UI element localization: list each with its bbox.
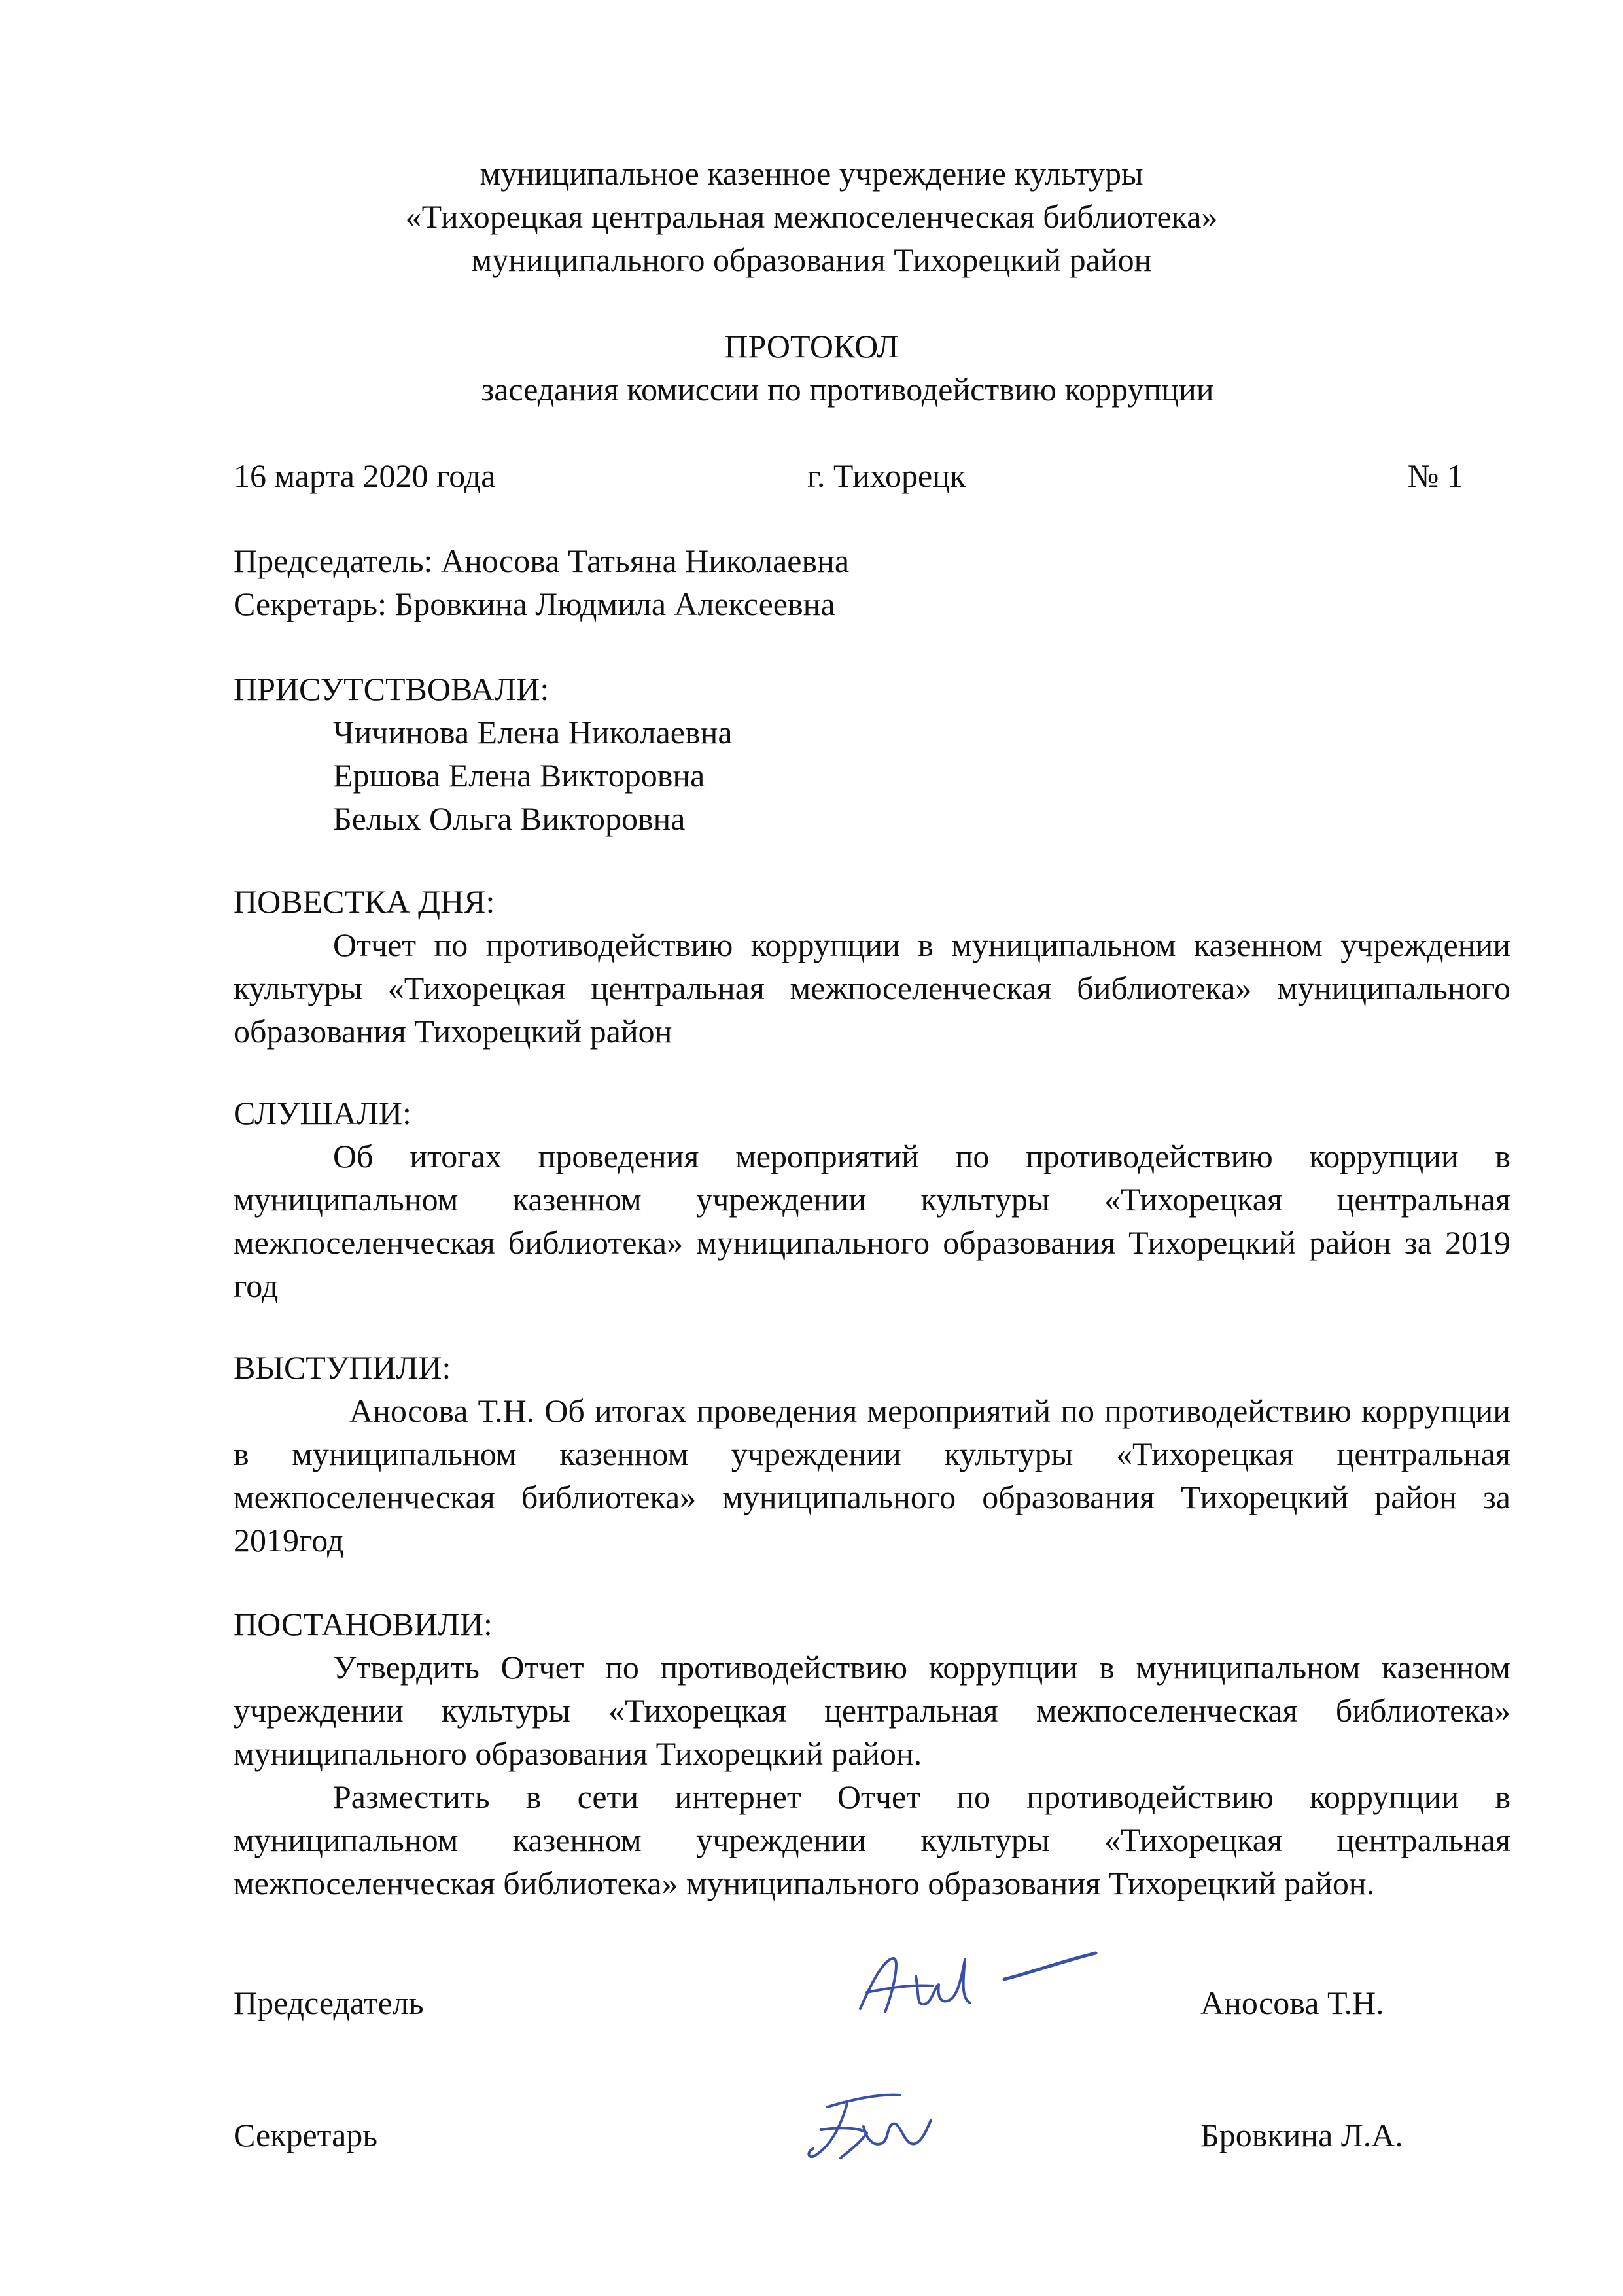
header-line-2: «Тихорецкая центральная межпоселенческая библиотека»	[405, 198, 1218, 235]
present-section	[234, 667, 1510, 840]
header-line-1: муниципальное казенное учреждение культуры	[480, 155, 1143, 192]
secretary-role: Секретарь	[234, 2117, 378, 2153]
spoke-text: Аносова Т.Н. Об итогах проведения мероприятий по противодействию коррупции в муниципальном казенном учреждении культуры «Тихорецкая центральная межпоселенческая библиотека» муниципального образования Тихорецкий район за 2019год	[234, 1392, 1510, 1559]
agenda-section	[234, 880, 1510, 1053]
chairman-signature	[854, 1947, 1102, 2025]
document-subtitle: заседания комиссии по противодействию коррупции	[481, 371, 1214, 408]
resolved-section	[234, 1602, 1510, 1905]
present-member: Ершова Елена Викторовна	[333, 757, 705, 794]
heard-section	[234, 1091, 1510, 1307]
chairman-name: Аносова Т.Н.	[1200, 1985, 1384, 2021]
heard-label: СЛУШАЛИ:	[234, 1095, 411, 1131]
organization-header	[0, 152, 1623, 281]
resolved-label: ПОСТАНОВИЛИ:	[234, 1606, 493, 1642]
header-line-3: муниципального образования Тихорецкий район	[471, 241, 1152, 278]
present-label: ПРИСУТСТВОВАЛИ:	[234, 671, 550, 707]
resolved-paragraph: Разместить в сети интернет Отчет по противодействию коррупции в муниципальном казенном учреждении культуры «Тихорецкая центральная межпоселенческая библиотека» муниципального образования Тихорецкий район.	[234, 1778, 1510, 1901]
resolved-paragraph: Утвердить Отчет по противодействию коррупции в муниципальном казенном учреждении культуры «Тихорецкая центральная межпоселенческая библиотека» муниципального образования Тихорецкий район.	[234, 1649, 1510, 1772]
meta-row	[234, 454, 1463, 497]
present-member: Чичинова Елена Николаевна	[333, 714, 733, 751]
heard-text: Об итогах проведения мероприятий по противодействию коррупции в муниципальном казенном учреждении культуры «Тихорецкая центральная межпоселенческая библиотека» муниципального образования Тихорецкий район за 2019 год	[234, 1138, 1510, 1304]
chairman-role: Председатель	[234, 1985, 424, 2021]
protocol-number: № 1	[1407, 457, 1463, 494]
meeting-city: г. Тихорецк	[807, 457, 966, 494]
meeting-date: 16 марта 2020 года	[234, 457, 496, 494]
agenda-text: Отчет по противодействию коррупции в муниципальном казенном учреждении культуры «Тихорецкая центральная межпоселенческая библиотека» муниципального образования Тихорецкий район	[234, 927, 1510, 1050]
chairman-line: Председатель: Аносова Татьяна Николаевна	[234, 542, 850, 579]
title-block	[0, 325, 1623, 411]
secretary-name: Бровкина Л.А.	[1200, 2117, 1403, 2153]
officers-block	[234, 539, 849, 626]
document-title: ПРОТОКОЛ	[724, 328, 899, 364]
present-member: Белых Ольга Викторовна	[333, 800, 686, 837]
agenda-label: ПОВЕСТКА ДНЯ:	[234, 883, 495, 920]
secretary-signature	[801, 2081, 945, 2166]
spoke-section	[234, 1346, 1510, 1562]
secretary-line: Секретарь: Бровкина Людмила Алексеевна	[234, 586, 835, 622]
present-list	[234, 711, 1510, 840]
spoke-label: ВЫСТУПИЛИ:	[234, 1349, 451, 1386]
